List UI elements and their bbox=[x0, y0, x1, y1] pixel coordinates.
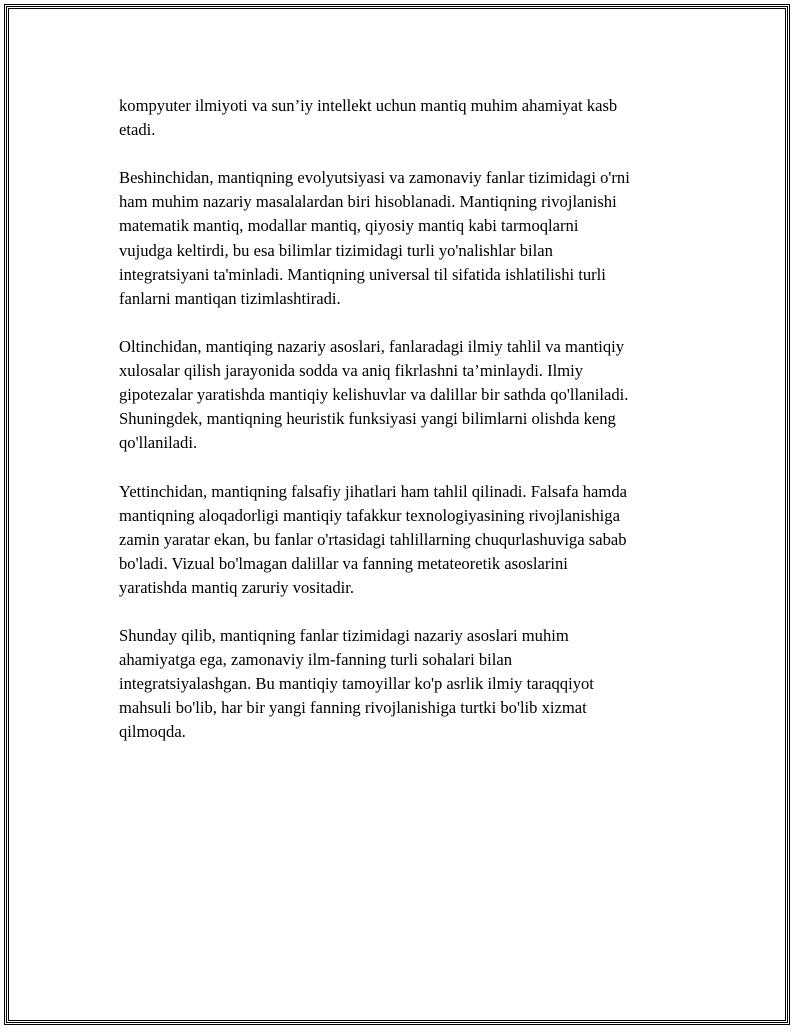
paragraph-sixth: Oltinchidan, mantiqing nazariy asoslari, fanlaradagi ilmiy tahlil va mantiqiy xulosalar qilish jarayonida sodda va aniq fikrlashni ta’minlaydi. Ilmiy gipotezalar yaratishda mantiqiy kelishuvlar va dalillar bir sathda qo'llaniladi. Shuningdek, mantiqning heuristik funksiyasi yangi bilimlarni olishda keng qo'llaniladi. bbox=[119, 336, 629, 453]
document-body bbox=[119, 94, 699, 769]
paragraph-conclusion: Shunday qilib, mantiqning fanlar tizimidagi nazariy asoslari muhim ahamiyatga ega, zamonaviy ilm-fanning turli sohalari bilan integratsiyalashgan. Bu mantiqiy tamoyillar ko'p asrlik ilmiy taraqqiyot mahsuli bo'lib, har bir yangi fanning rivojlanishiga turtki bo'lib xizmat qilmoqda. bbox=[119, 626, 594, 742]
paragraph-fifth: Beshinchidan, mantiqning evolyutsiyasi va zamonaviy fanlar tizimidagi o'rni ham muhim nazariy masalalardan biri hisoblanadi. Mantiqning rivojlanishi matematik mantiq, modallar mantiq, qiyosiy mantiq kabi tarmoqlarni vujudga keltirdi, bu esa bilimlar tizimidagi turli yo'nalishlar bilan integratsiyani ta'minladi. Mantiqning universal til sifatida ishlatilishi turli fanlarni mantiqan tizimlashtiradi. bbox=[119, 168, 630, 308]
paragraph-intro-continuation: kompyuter ilmiyoti va sun’iy intellekt uchun mantiq muhim ahamiyat kasb etadi. bbox=[119, 96, 618, 140]
paragraph-seventh: Yettinchidan, mantiqning falsafiy jihatlari ham tahlil qilinadi. Falsafa hamda mantiqning aloqadorligi mantiqiy tafakkur texnologiyasining rivojlanishiga zamin yaratar ekan, bu fanlar o'rtasidagi tahlillarning chuqurlashuviga sabab bo'ladi. Vizual bo'lmagan dalillar va fanning metateoretik asoslarini yaratishda mantiq zaruriy vositadir. bbox=[119, 481, 627, 597]
